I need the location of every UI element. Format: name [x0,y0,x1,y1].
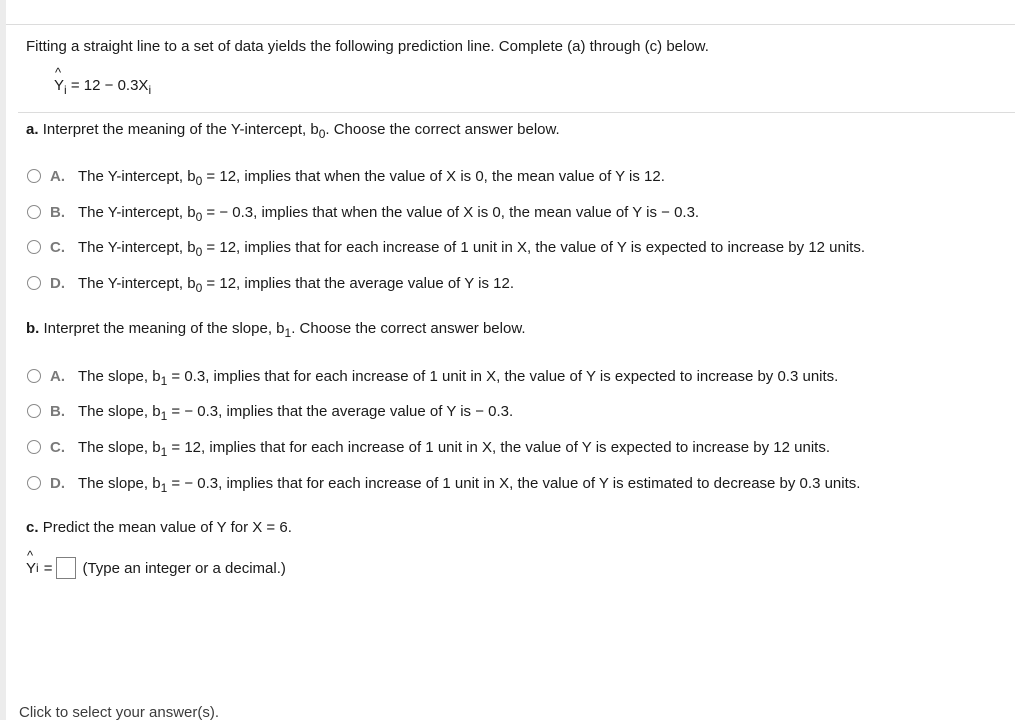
radio-button[interactable] [27,440,41,454]
left-border-strip [0,0,6,720]
part-b-prompt [26,320,526,340]
option-letter: C. [50,438,65,456]
radio-button[interactable] [27,404,41,418]
question-intro: Fitting a straight line to a set of data yields the following prediction line. Complete (a) through (c) below. [26,38,709,55]
option-text: The Y-intercept, $b_0 = 12$, implies that the average value of Y is 12. [78,274,514,295]
part-c-label: c. [26,519,39,536]
option-text: The slope, $b_1 = 12$, implies that for each increase of 1 unit in X, the value of Y is expected to increase by 12 units. [78,438,831,459]
equals-sign: = [43,559,53,577]
part-a-option-a[interactable] [27,166,665,186]
option-text: The Y-intercept, $b_0$ = − 0.3, implies that when the value of X is 0, the mean value of Y is − 0.3. [78,203,700,224]
option-letter: A. [50,167,65,185]
part-b-option-b[interactable] [27,401,513,421]
answer-input[interactable] [56,557,76,579]
part-a-sub: 0 [318,127,326,141]
y-hat-symbol: ^ Y [26,560,36,577]
footer-instruction: Click to select your answer(s). [19,704,220,721]
option-text: The Y-intercept, $b_0 = 12$, implies that for each increase of 1 unit in X, the value of Y is expected to increase by 12 units. [78,238,866,259]
radio-button[interactable] [27,276,41,290]
part-a-prompt [26,121,560,141]
y-hat-symbol: ^ Y [54,77,64,94]
y-hat-subscript: i [64,83,67,97]
part-a-label: a. [26,121,39,138]
option-text: The slope, $b_1 = 0.3$, implies that for each increase of 1 unit in X, the value of Y is expected to increase by 0.3 units. [78,367,839,388]
option-letter: B. [50,203,65,221]
part-a-text: Interpret the meaning of the Y-intercept, b [42,121,319,138]
answer-hint: (Type an integer or a decimal.) [82,559,286,577]
option-letter: C. [50,238,65,256]
part-b-label: b. [26,320,40,337]
part-a-text-post: . Choose the correct answer below. [325,121,560,138]
answer-line: ^ Y i = (Type an integer or a decimal.) [26,557,286,579]
option-text: The slope, $b_1$ = − 0.3, implies that the average value of Y is − 0.3. [78,402,514,423]
part-a-option-b[interactable] [27,202,699,222]
radio-button[interactable] [27,476,41,490]
radio-button[interactable] [27,205,41,219]
option-letter: D. [50,274,65,292]
option-letter: D. [50,474,65,492]
option-text: The Y-intercept, $b_0 = 12$, implies that when the value of X is 0, the mean value of Y is 12. [78,167,665,188]
radio-button[interactable] [27,169,41,183]
equation-rhs: = 12 − 0.3X [70,77,149,94]
top-divider [6,24,1015,25]
part-c-text: Predict the mean value of Y for X = 6. [42,519,292,536]
option-letter: A. [50,367,65,385]
part-a-option-c[interactable] [27,237,865,257]
radio-button[interactable] [27,240,41,254]
part-b-option-a[interactable] [27,366,838,386]
option-letter: B. [50,402,65,420]
part-b-option-c[interactable] [27,437,830,457]
part-b-option-d[interactable] [27,473,860,493]
option-text: The slope, $b_1$ = − 0.3, implies that for each increase of 1 unit in X, the value of Y is estimated to decrease by 0.3 units. [78,474,861,495]
part-a-option-d[interactable] [27,273,514,293]
part-b-text-post: . Choose the correct answer below. [291,320,526,337]
section-divider [18,112,1015,113]
part-b-text: Interpret the meaning of the slope, b [43,320,285,337]
prediction-equation [54,77,152,97]
radio-button[interactable] [27,369,41,383]
part-b-sub: 1 [284,326,292,340]
equation-rhs-subscript: i [148,83,152,97]
part-c-prompt [26,519,292,536]
